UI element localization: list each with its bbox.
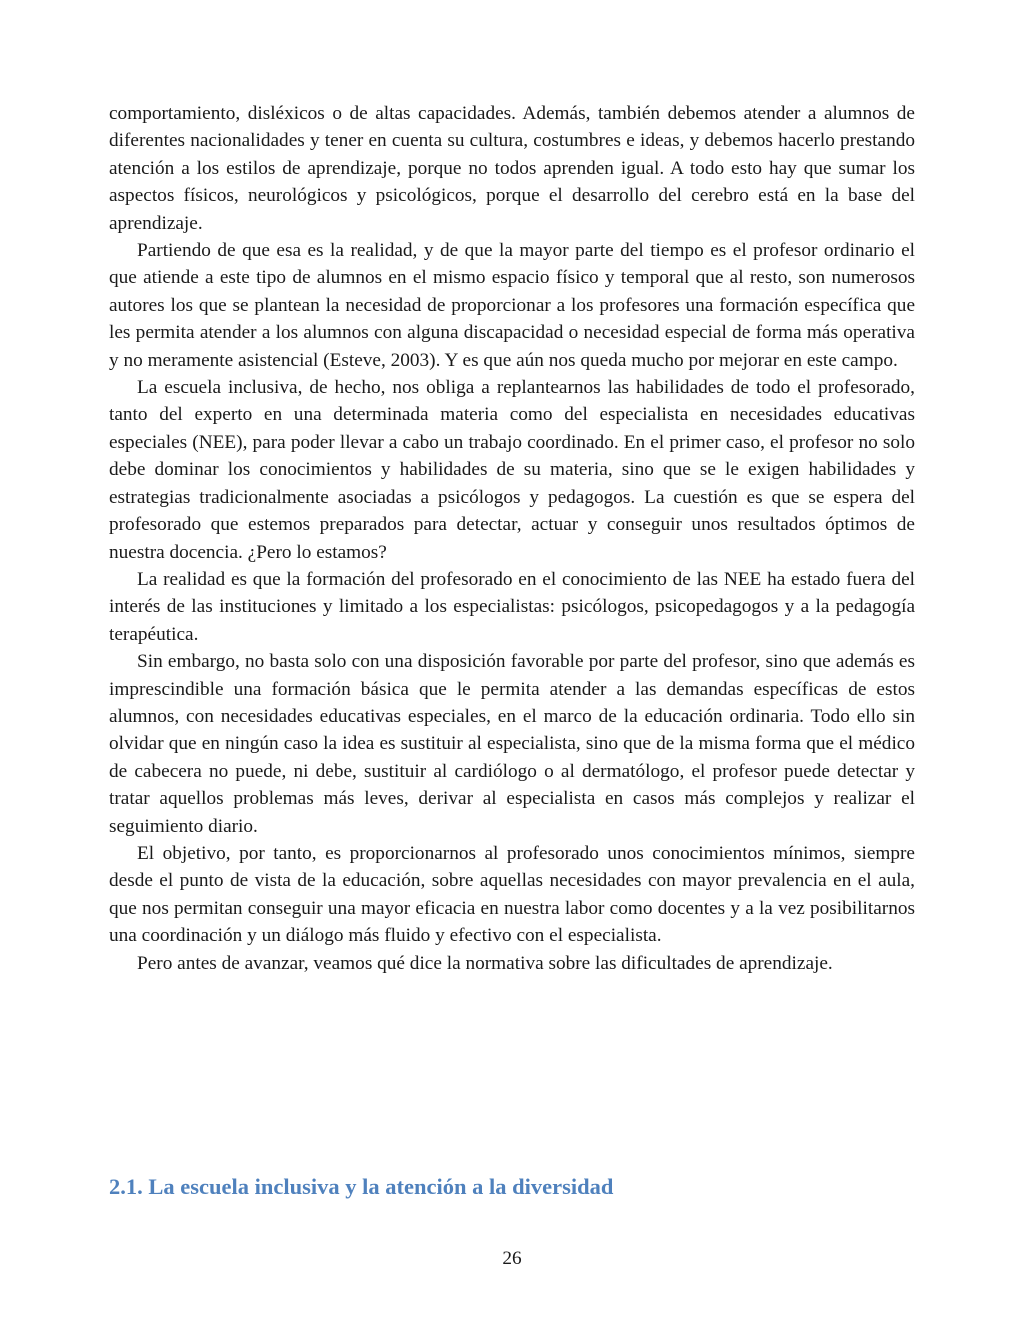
- paragraph-continuation: comportamiento, disléxicos o de altas capacidades. Además, también debemos atender a alumnos de diferentes nacionalidades y tener en cuenta su cultura, costumbres e ideas, y debemos hacerlo prestando atención a los estilos de aprendizaje, porque no todos aprenden igual. A todo esto hay que sumar los aspectos físicos, neurológicos y psicológicos, porque el desarrollo del cerebro está en la base del aprendizaje.: [109, 103, 915, 234]
- section-heading: 2.1. La escuela inclusiva y la atención a la diversidad: [109, 1174, 614, 1199]
- paragraph: Sin embargo, no basta solo con una disposición favorable por parte del profesor, sino que además es imprescindible una formación básica que le permita atender a las demandas específicas de estos alumnos, con necesidades educativas especiales, en el marco de la educación ordinaria. Todo ello sin olvidar que en ningún caso la idea es sustituir al especialista, sino que de la misma forma que el médico de cabecera no puede, ni debe, sustituir al cardiólogo o al dermatólogo, el profesor puede detectar y tratar aquellos problemas más leves, derivar al especialista en casos más complejos y realizar el seguimiento diario.: [109, 651, 915, 837]
- paragraph: El objetivo, por tanto, es proporcionarnos al profesorado unos conocimientos mínimos, siempre desde el punto de vista de la educación, sobre aquellas necesidades con mayor prevalencia en el aula, que nos permitan conseguir una mayor eficacia en nuestra labor como docentes y a la vez posibilitarnos una coordinación y un diálogo más fluido y efectivo con el especialista.: [109, 842, 915, 947]
- page-number: 26: [502, 1248, 522, 1269]
- paragraph: Partiendo de que esa es la realidad, y de que la mayor parte del tiempo es el profesor ordinario el que atiende a este tipo de alumnos en el mismo espacio físico y temporal que al resto, son numerosos autores los que se plantean la necesidad de proporcionar a los profesores una formación específica que les permita atender a los alumnos con alguna discapacidad o necesidad especial de forma más operativa y no meramente asistencial (Esteve, 2003). Y es que aún nos queda mucho por mejorar en este campo.: [109, 240, 915, 371]
- paragraph: Pero antes de avanzar, veamos qué dice la normativa sobre las dificultades de aprendizaje.: [137, 952, 833, 974]
- paragraph: La escuela inclusiva, de hecho, nos obliga a replantearnos las habilidades de todo el profesorado, tanto del experto en una determinada materia como del especialista en necesidades educativas especiales (NEE), para poder llevar a cabo un trabajo coordinado. En el primer caso, el profesor no solo debe dominar los conocimientos y habilidades de su materia, sino que se le exigen habilidades y estrategias tradicionalmente asociadas a psicólogos y pedagogos. La cuestión es que se espera del profesorado que estemos preparados para detectar, actuar y conseguir unos resultados óptimos de nuestra docencia. ¿Pero lo estamos?: [109, 377, 915, 563]
- paragraph: La realidad es que la formación del profesorado en el conocimiento de las NEE ha estado fuera del interés de las instituciones y limitado a los especialistas: psicólogos, psicopedagogos y a la pedagogía terapéutica.: [109, 568, 915, 645]
- body-text: [109, 100, 915, 977]
